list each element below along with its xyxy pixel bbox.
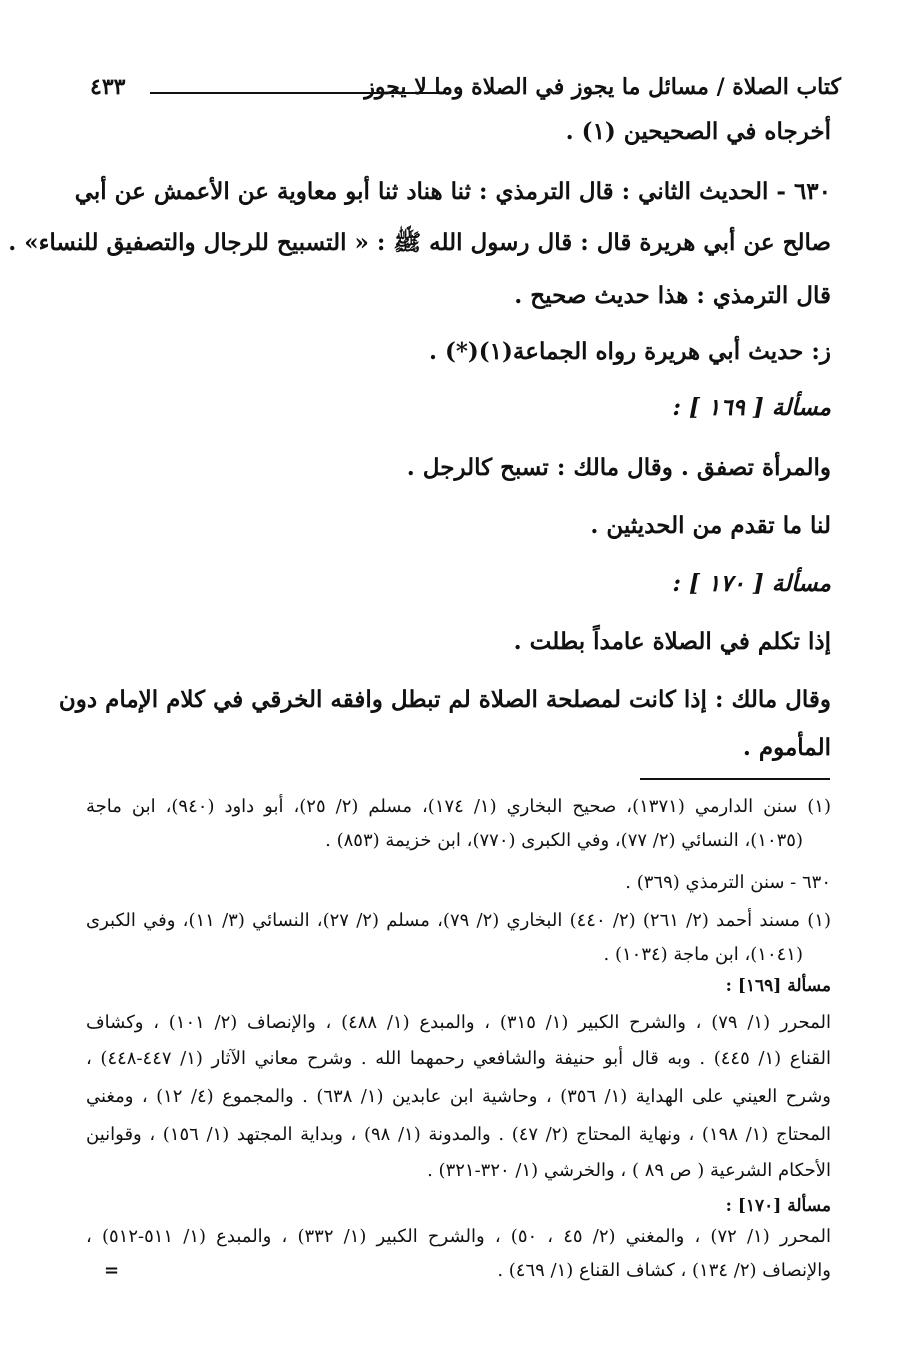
masala-170-heading: مسألة [ ١٧٠ ] : — [672, 570, 831, 597]
masala-170-footnote-label: مسألة [١٧٠] : — [725, 1196, 831, 1216]
masala-169-text: والمرأة تصفق . وقال مالك : تسبح كالرجل . — [406, 454, 831, 481]
masala-170-footnote-line-2: والإنصاف (٢/ ١٣٤) ، كشاف القناع (١/ ٤٦٩) . — [497, 1260, 831, 1281]
masala-169-footnote-label: مسألة [١٦٩] : — [725, 976, 831, 996]
footnote-2-line-1: (١) مسند أحمد (٢/ ٢٦١) (٢/ ٤٤٠) البخاري (٢/ ٧٩)، مسلم (٢/ ٢٧)، النسائي (٣/ ١١)، وفي الكبرى — [86, 910, 831, 931]
malik-opinion-line-1: وقال مالك : إذا كانت لمصلحة الصلاة لم تبطل وافقه الخرقي في كلام الإمام دون — [58, 686, 831, 713]
masala-169-footnote-line-4: المحتاج (١/ ١٩٨) ، ونهاية المحتاج (٢/ ٤٧) . والمدونة (١/ ٩٨) ، وبداية المجتهد (١/ ١٥٦) ، وقوانين — [86, 1124, 831, 1145]
masala-169-footnote-line-3: وشرح العيني على الهداية (١/ ٣٥٦) ، وحاشية ابن عابدين (١/ ٦٣٨) . والمجموع (٤/ ١٢) ، ومغني — [86, 1086, 831, 1107]
masala-169-footnote-line-5: الأحكام الشرعية ( ص ٨٩ ) ، والخرشي (١/ ٣٢٠-٣٢١) . — [427, 1160, 831, 1181]
masala-169-heading: مسألة [ ١٦٩ ] : — [672, 394, 831, 421]
header-rule — [150, 92, 440, 94]
masala-170-text: إذا تكلم في الصلاة عامداً بطلت . — [513, 628, 831, 655]
continuation-mark: = — [104, 1260, 120, 1281]
masala-169-footnote-line-2: القناع (١/ ٤٤٥) . وبه قال أبو حنيفة والشافعي رحمهما الله . وشرح معاني الآثار (١/ ٤٤٧-٤٤٨) ، — [86, 1048, 831, 1069]
page-number: ٤٣٣ — [90, 74, 126, 100]
masala-169-evidence: لنا ما تقدم من الحديثين . — [590, 512, 831, 539]
footnote-1-line-2: (١٠٣٥)، النسائي (٢/ ٧٧)، وفي الكبرى (٧٧٠)، ابن خزيمة (٨٥٣) . — [325, 830, 803, 851]
hadith-630-line-1: ٦٣٠ - الحديث الثاني : قال الترمذي : ثنا هناد ثنا أبو معاوية عن الأعمش عن أبي — [74, 178, 831, 205]
tirmidhi-grading: قال الترمذي : هذا حديث صحيح . — [514, 282, 831, 309]
footnote-2-line-2: (١٠٤١)، ابن ماجة (١٠٣٤) . — [603, 944, 803, 965]
footnote-rule — [640, 778, 830, 780]
hadith-630-line-2: صالح عن أبي هريرة قال : قال رسول الله ﷺ : « التسبيح للرجال والتصفيق للنساء» . — [8, 229, 831, 256]
body-line-takhrij: أخرجاه في الصحيحين (١) . — [565, 118, 831, 145]
masala-170-footnote-line-1: المحرر (١/ ٧٢) ، والمغني (٢/ ٤٥ ، ٥٠) ، والشرح الكبير (١/ ٣٣٢) ، والمبدع (١/ ٥١١-٥١٢) ، — [86, 1226, 831, 1247]
malik-opinion-line-2: المأموم . — [742, 734, 831, 761]
footnote-1-line-1: (١) سنن الدارمي (١٣٧١)، صحيح البخاري (١/ ١٧٤)، مسلم (٢/ ٢٥)، أبو داود (٩٤٠)، ابن ماجة — [86, 796, 831, 817]
footnote-630: ٦٣٠ - سنن الترمذي (٣٦٩) . — [625, 872, 831, 893]
masala-169-footnote-line-1: المحرر (١/ ٧٩) ، والشرح الكبير (١/ ٣١٥) ، والمبدع (١/ ٤٨٨) ، والإنصاف (٢/ ١٠١) ، وكشاف — [86, 1012, 831, 1033]
zawaid-note: ز: حديث أبي هريرة رواه الجماعة(١)(*) . — [428, 338, 831, 365]
running-header-title: كتاب الصلاة / مسائل ما يجوز في الصلاة وما لا يجوز — [364, 74, 841, 100]
